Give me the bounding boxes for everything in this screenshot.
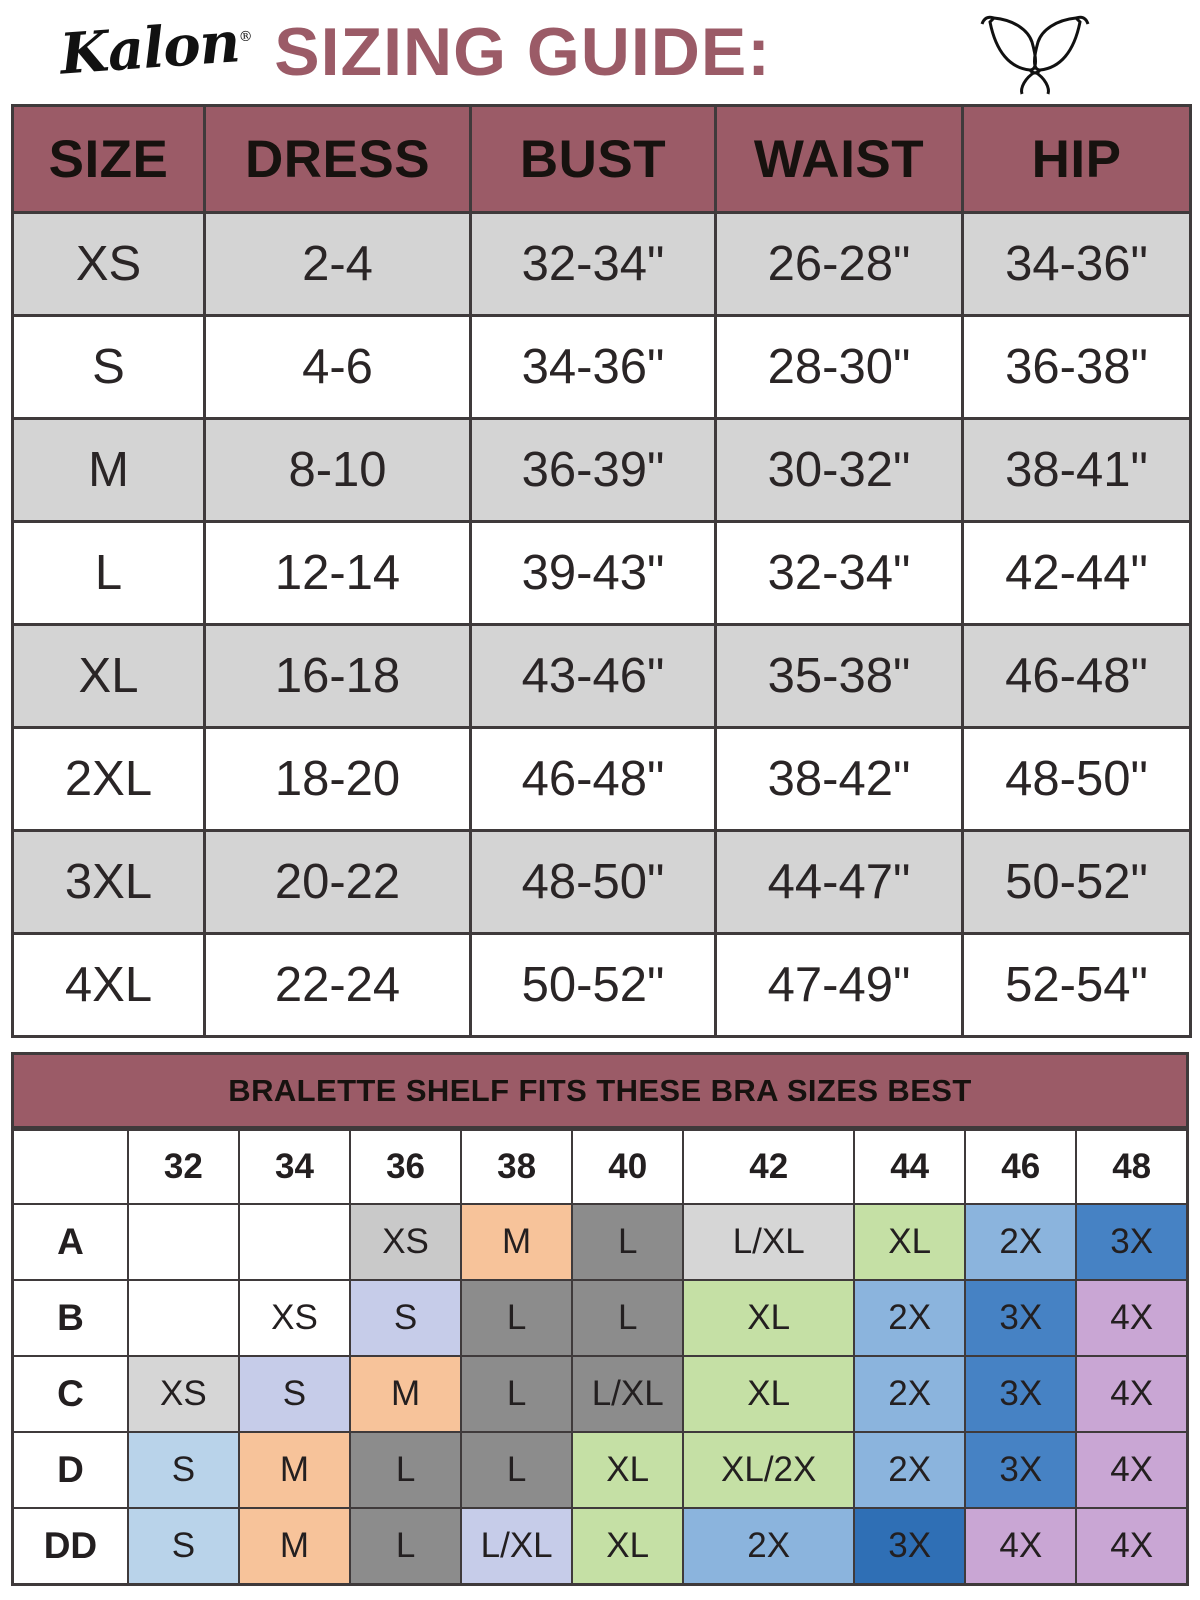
cell-dress: 4-6 xyxy=(205,316,471,419)
fit-cell: L/XL xyxy=(461,1508,572,1585)
cell-waist: 30-32" xyxy=(716,419,963,522)
cell-hip: 38-41" xyxy=(963,419,1191,522)
fit-cell: 2X xyxy=(854,1356,965,1432)
band-header-46: 46 xyxy=(965,1130,1076,1204)
cell-bust: 43-46" xyxy=(471,625,716,728)
fit-cell: S xyxy=(128,1432,239,1508)
cell-hip: 42-44" xyxy=(963,522,1191,625)
fit-cell: 4X xyxy=(1076,1508,1187,1585)
cup-header-DD: DD xyxy=(13,1508,128,1585)
bra-fit-corner-cell xyxy=(13,1130,128,1204)
band-header-34: 34 xyxy=(239,1130,350,1204)
band-header-38: 38 xyxy=(461,1130,572,1204)
column-header-bust: BUST xyxy=(471,106,716,213)
table-row xyxy=(13,1204,1188,1280)
fit-cell: XS xyxy=(128,1356,239,1432)
cell-bust: 39-43" xyxy=(471,522,716,625)
cell-bust: 32-34" xyxy=(471,213,716,316)
fit-cell: XS xyxy=(350,1204,461,1280)
band-header-32: 32 xyxy=(128,1130,239,1204)
cup-header-A: A xyxy=(13,1204,128,1280)
size-chart-header-row xyxy=(13,106,1191,213)
fit-cell: S xyxy=(128,1508,239,1585)
band-header-48: 48 xyxy=(1076,1130,1187,1204)
column-header-dress: DRESS xyxy=(205,106,471,213)
fit-cell xyxy=(128,1280,239,1356)
bra-fit-body xyxy=(13,1204,1188,1585)
table-row xyxy=(13,1432,1188,1508)
cell-dress: 18-20 xyxy=(205,728,471,831)
bralette-icon xyxy=(980,8,1090,96)
fit-cell: L xyxy=(461,1280,572,1356)
fit-cell: L/XL xyxy=(572,1356,683,1432)
table-row xyxy=(13,1508,1188,1585)
fit-cell: L xyxy=(350,1508,461,1585)
cell-size: S xyxy=(13,316,205,419)
cup-header-D: D xyxy=(13,1432,128,1508)
fit-cell: XL xyxy=(683,1280,854,1356)
fit-cell: L xyxy=(572,1204,683,1280)
fit-cell: 3X xyxy=(1076,1204,1187,1280)
fit-cell: M xyxy=(239,1508,350,1585)
cell-hip: 48-50" xyxy=(963,728,1191,831)
cell-bust: 50-52" xyxy=(471,934,716,1037)
fit-cell: L/XL xyxy=(683,1204,854,1280)
cup-header-B: B xyxy=(13,1280,128,1356)
table-row xyxy=(13,419,1191,522)
cell-dress: 16-18 xyxy=(205,625,471,728)
page-header xyxy=(0,0,1200,104)
fit-cell: XL xyxy=(854,1204,965,1280)
band-header-36: 36 xyxy=(350,1130,461,1204)
fit-cell: 3X xyxy=(965,1280,1076,1356)
cell-waist: 38-42" xyxy=(716,728,963,831)
fit-cell: 2X xyxy=(854,1280,965,1356)
band-header-42: 42 xyxy=(683,1130,854,1204)
fit-cell: L xyxy=(572,1280,683,1356)
cell-size: M xyxy=(13,419,205,522)
fit-cell: 3X xyxy=(854,1508,965,1585)
cell-waist: 47-49" xyxy=(716,934,963,1037)
table-row xyxy=(13,831,1191,934)
cup-header-C: C xyxy=(13,1356,128,1432)
fit-cell: S xyxy=(350,1280,461,1356)
fit-cell: 2X xyxy=(854,1432,965,1508)
cell-hip: 52-54" xyxy=(963,934,1191,1037)
fit-cell: XL xyxy=(572,1508,683,1585)
fit-cell: 4X xyxy=(965,1508,1076,1585)
size-chart-body xyxy=(13,213,1191,1037)
cell-waist: 26-28" xyxy=(716,213,963,316)
table-row xyxy=(13,213,1191,316)
table-row xyxy=(13,625,1191,728)
fit-cell: XS xyxy=(239,1280,350,1356)
table-row xyxy=(13,1356,1188,1432)
cell-dress: 12-14 xyxy=(205,522,471,625)
cell-size: 4XL xyxy=(13,934,205,1037)
cell-size: 2XL xyxy=(13,728,205,831)
cell-dress: 22-24 xyxy=(205,934,471,1037)
cell-size: 3XL xyxy=(13,831,205,934)
fit-cell: L xyxy=(461,1356,572,1432)
cell-waist: 32-34" xyxy=(716,522,963,625)
cell-bust: 36-39" xyxy=(471,419,716,522)
cell-waist: 35-38" xyxy=(716,625,963,728)
fit-cell: XL/2X xyxy=(683,1432,854,1508)
page-title: SIZING GUIDE: xyxy=(274,14,771,90)
cell-dress: 2-4 xyxy=(205,213,471,316)
fit-cell: 4X xyxy=(1076,1432,1187,1508)
fit-cell: S xyxy=(239,1356,350,1432)
bra-fit-header-row xyxy=(13,1130,1188,1204)
cell-hip: 36-38" xyxy=(963,316,1191,419)
cell-hip: 34-36" xyxy=(963,213,1191,316)
band-header-40: 40 xyxy=(572,1130,683,1204)
cell-dress: 20-22 xyxy=(205,831,471,934)
table-row xyxy=(13,934,1191,1037)
cell-size: XS xyxy=(13,213,205,316)
fit-cell: L xyxy=(461,1432,572,1508)
brand-name: Kalon xyxy=(57,9,242,88)
fit-cell: XL xyxy=(572,1432,683,1508)
registered-mark: ® xyxy=(238,28,253,46)
cell-dress: 8-10 xyxy=(205,419,471,522)
brand-logo xyxy=(57,9,254,88)
fit-cell: M xyxy=(350,1356,461,1432)
table-row xyxy=(13,1280,1188,1356)
cell-size: XL xyxy=(13,625,205,728)
size-chart-table xyxy=(11,104,1192,1038)
table-row xyxy=(13,522,1191,625)
fit-cell: 3X xyxy=(965,1432,1076,1508)
cell-bust: 34-36" xyxy=(471,316,716,419)
column-header-size: SIZE xyxy=(13,106,205,213)
column-header-hip: HIP xyxy=(963,106,1191,213)
bra-fit-table xyxy=(11,1129,1189,1586)
column-header-waist: WAIST xyxy=(716,106,963,213)
fit-cell: 4X xyxy=(1076,1356,1187,1432)
cell-waist: 44-47" xyxy=(716,831,963,934)
fit-cell: 4X xyxy=(1076,1280,1187,1356)
bralette-banner: BRALETTE SHELF FITS THESE BRA SIZES BEST xyxy=(11,1052,1189,1129)
cell-bust: 48-50" xyxy=(471,831,716,934)
cell-hip: 46-48" xyxy=(963,625,1191,728)
table-row xyxy=(13,728,1191,831)
fit-cell xyxy=(239,1204,350,1280)
fit-cell: 3X xyxy=(965,1356,1076,1432)
cell-waist: 28-30" xyxy=(716,316,963,419)
fit-cell: M xyxy=(461,1204,572,1280)
cell-size: L xyxy=(13,522,205,625)
fit-cell: 2X xyxy=(683,1508,854,1585)
fit-cell: 2X xyxy=(965,1204,1076,1280)
cell-bust: 46-48" xyxy=(471,728,716,831)
band-header-44: 44 xyxy=(854,1130,965,1204)
fit-cell xyxy=(128,1204,239,1280)
cell-hip: 50-52" xyxy=(963,831,1191,934)
fit-cell: L xyxy=(350,1432,461,1508)
fit-cell: XL xyxy=(683,1356,854,1432)
fit-cell: M xyxy=(239,1432,350,1508)
table-row xyxy=(13,316,1191,419)
